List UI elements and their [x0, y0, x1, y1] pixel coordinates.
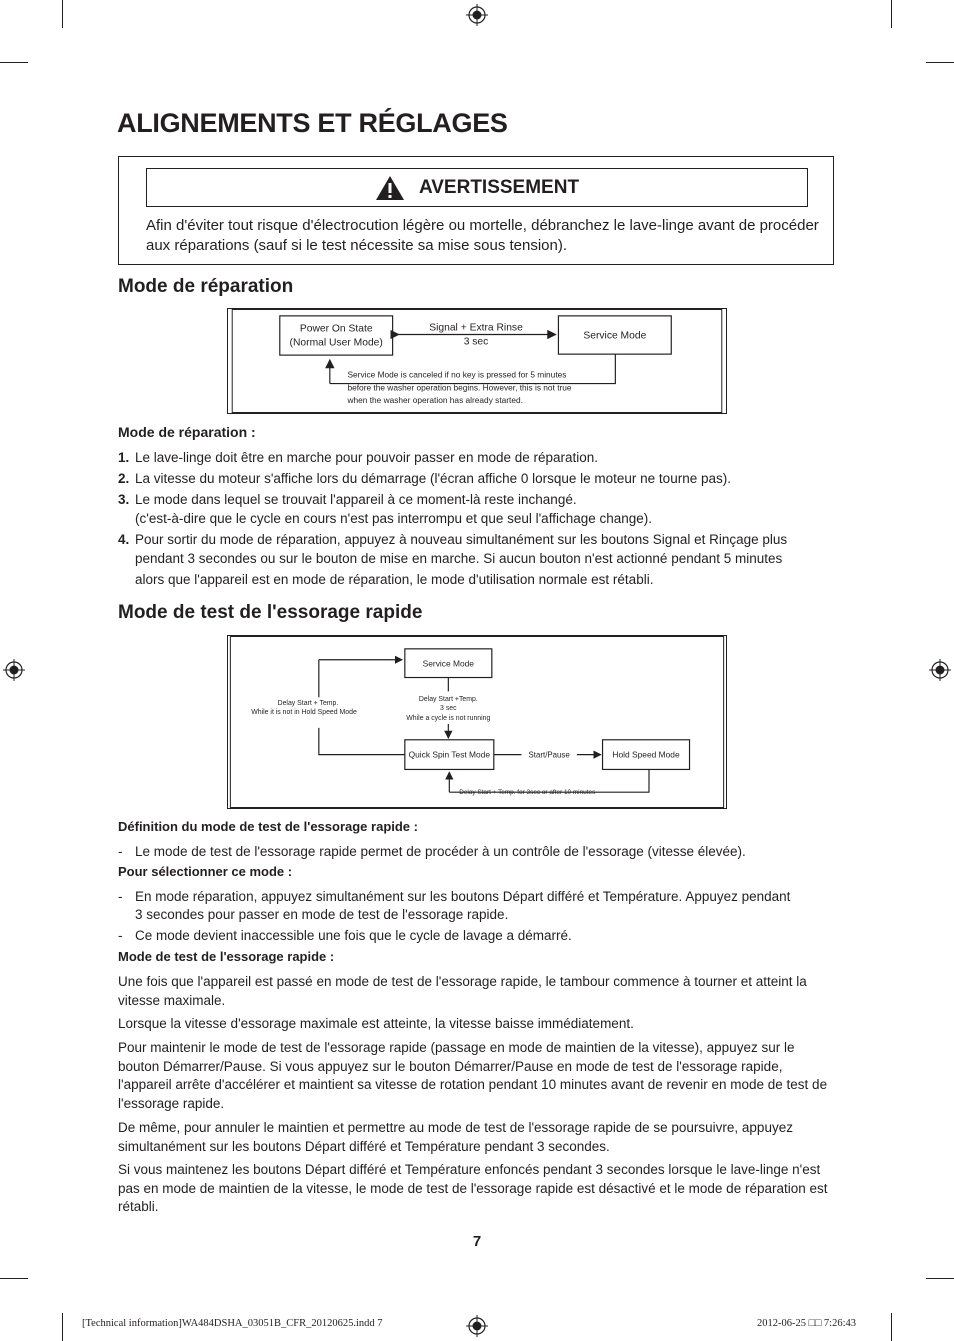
warning-box: [118, 156, 834, 265]
list-text: Pour sortir du mode de réparation, appuyez à nouveau simultanément sur les boutons Signal et Rinçage plus pendant 3 secondes ou sur le bouton de mise en marche. Si aucun bouton n'est actionné pendant 5 minutes: [135, 532, 788, 566]
power-on-state-label: Power On State: [299, 323, 373, 335]
list-number: 3.: [118, 492, 130, 507]
page-number: 7: [472, 1233, 482, 1250]
list-number: 2.: [118, 471, 130, 486]
service-mode-list: [118, 448, 838, 591]
warning-header: [146, 168, 808, 207]
list-text-continued: (c'est-à-dire que le cycle en cours n'est pas interrompu et que seul l'affichage change).: [135, 511, 653, 526]
mid-label: While a cycle is not running: [406, 715, 491, 723]
crop-mark: [0, 62, 28, 63]
quick-spin-test-mode-label: Quick Spin Test Mode: [408, 749, 491, 760]
left-label: While it is not in Hold Speed Mode: [251, 709, 357, 717]
definition-list: [118, 843, 834, 861]
list-text: La vitesse du moteur s'affiche lors du démarrage (l'écran affiche 0 lorsque le moteur ne tourne pas).: [135, 471, 731, 486]
subheading-definition: Définition du mode de test de l'essorage rapide :: [118, 819, 418, 834]
service-mode-label: Service Mode: [422, 658, 474, 669]
footer-timestamp: 2012-06-25 □□ 7:26:43: [757, 1318, 857, 1329]
subheading-select: Pour sélectionner ce mode :: [118, 864, 293, 879]
list-item: [118, 448, 838, 467]
warning-heading: AVERTISSEMENT: [418, 176, 580, 198]
list-text: En mode réparation, appuyez simultanément sur les boutons Départ différé et Température. Appuyez pendant: [135, 889, 791, 904]
paragraph: Une fois que l'appareil est passé en mode de test de l'essorage rapide, le tambour commence à tourner et atteint la vitesse maximale.: [118, 974, 807, 1008]
list-text: Ce mode devient inaccessible une fois que le cycle de lavage a démarré.: [135, 928, 572, 943]
list-number: 4.: [118, 532, 130, 547]
crop-mark: [0, 1278, 28, 1279]
quick-spin-diagram: [227, 635, 727, 809]
diagram-note-line: when the washer operation has already started.: [347, 395, 523, 406]
service-mode-diagram: [227, 308, 727, 414]
arrow-label-signal: Signal + Extra Rinse: [429, 322, 523, 334]
warning-text: Afin d'éviter tout risque d'électrocution légère ou mortelle, débranchez le lave-linge avant de procéder aux réparations (sauf si le test nécessite sa mise sous tension).: [146, 217, 819, 254]
page-title: ALIGNEMENTS ET RÉGLAGES: [117, 108, 508, 138]
crop-mark: [926, 62, 954, 63]
crop-mark: [891, 1313, 892, 1341]
select-list: [118, 888, 834, 945]
section-heading-service-mode: Mode de réparation: [118, 276, 294, 297]
power-on-state-box: [280, 316, 393, 355]
subheading-quick-spin-mode: Mode de test de l'essorage rapide :: [118, 949, 335, 964]
list-text: Le lave-linge doit être en marche pour pouvoir passer en mode de réparation.: [135, 450, 599, 465]
paragraph: De même, pour annuler le maintien et permettre au mode de test de l'essorage rapide de se poursuivre, appuyez simultanément sur les boutons Départ différé et Température pendant 3 secondes.: [118, 1120, 793, 1154]
list-item: - Le mode de test de l'essorage rapide permet de procéder à un contrôle de l'essorage (vitesse élevée).: [118, 844, 746, 859]
power-on-state-sublabel: (Normal User Mode): [289, 337, 383, 349]
paragraph: Lorsque la vitesse d'essorage maximale est atteinte, la vitesse baisse immédiatement.: [118, 1016, 634, 1031]
left-label: Delay Start + Temp.: [277, 700, 339, 708]
start-pause-label: Start/Pause: [528, 750, 570, 760]
diagram-note-line: Service Mode is canceled if no key is pressed for 5 minutes: [347, 369, 567, 380]
registration-mark-icon: [466, 1315, 488, 1337]
list-item: [118, 530, 838, 589]
list-item: - En mode réparation, appuyez simultanément sur les boutons Départ différé et Température. Appuyez pendant 3 secondes pour passer en mode de test de l'essorage rapide.: [118, 889, 791, 922]
exit-line: [319, 728, 405, 755]
list-item: [118, 490, 838, 528]
warning-triangle-icon: [375, 175, 405, 201]
paragraph: Pour maintenir le mode de test de l'essorage rapide (passage en mode de maintien de la vitesse), appuyez sur le bouton Démarrer/Pause. Si vous appuyez sur le bouton Démarrer/Pause en mode de test de l'essorage rapide, l'appareil arrête d'accélérer et maintient sa vitesse de rotation pendant 10 minutes avant de revenir en mode de test de l'essorage rapide.: [118, 1040, 828, 1111]
crop-mark: [62, 0, 63, 28]
hold-speed-mode-label: Hold Speed Mode: [612, 749, 680, 760]
list-text-continued: 3 secondes pour passer en mode de test de l'essorage rapide.: [135, 907, 509, 922]
list-text: Le mode dans lequel se trouvait l'appareil à ce moment-là reste inchangé.: [135, 492, 577, 507]
arrow-label-duration: 3 sec: [463, 336, 489, 348]
mid-label: Delay Start +Temp.: [418, 696, 478, 704]
footer-file-info: [Technical information]WA484DSHA_03051B_CFR_20120625.indd 7: [82, 1318, 383, 1329]
crop-mark: [62, 1313, 63, 1341]
registration-mark-icon: [3, 659, 25, 681]
bottom-label: Delay Start + Temp. for 3sec or after 10 minutes: [459, 789, 596, 797]
mid-label: 3 sec: [440, 705, 457, 713]
registration-mark-icon: [929, 659, 951, 681]
service-mode-label: Service Mode: [583, 330, 647, 342]
paragraph: Si vous maintenez les boutons Départ différé et Température enfoncés pendant 3 secondes lorsque le lave-linge n'est pas en mode de maintien de la vitesse, le mode de test de l'essorage rapide est désactivé et le mode de réparation est rétabli.: [118, 1162, 828, 1214]
subheading-service-mode: Mode de réparation :: [118, 424, 256, 440]
list-item: [118, 469, 838, 488]
section-heading-quick-spin: Mode de test de l'essorage rapide: [118, 602, 423, 623]
registration-mark-icon: [466, 4, 488, 26]
list-text-continued: alors que l'appareil est en mode de réparation, le mode d'utilisation normale est rétabli.: [135, 572, 654, 587]
crop-mark: [926, 1278, 954, 1279]
list-text: Le mode de test de l'essorage rapide permet de procéder à un contrôle de l'essorage (vitesse élevée).: [135, 844, 746, 859]
list-number: 1.: [118, 450, 130, 465]
list-item: - Ce mode devient inaccessible une fois que le cycle de lavage a démarré.: [118, 928, 572, 943]
crop-mark: [891, 0, 892, 28]
diagram-note-line: before the washer operation begins. However, this is not true: [347, 382, 572, 393]
